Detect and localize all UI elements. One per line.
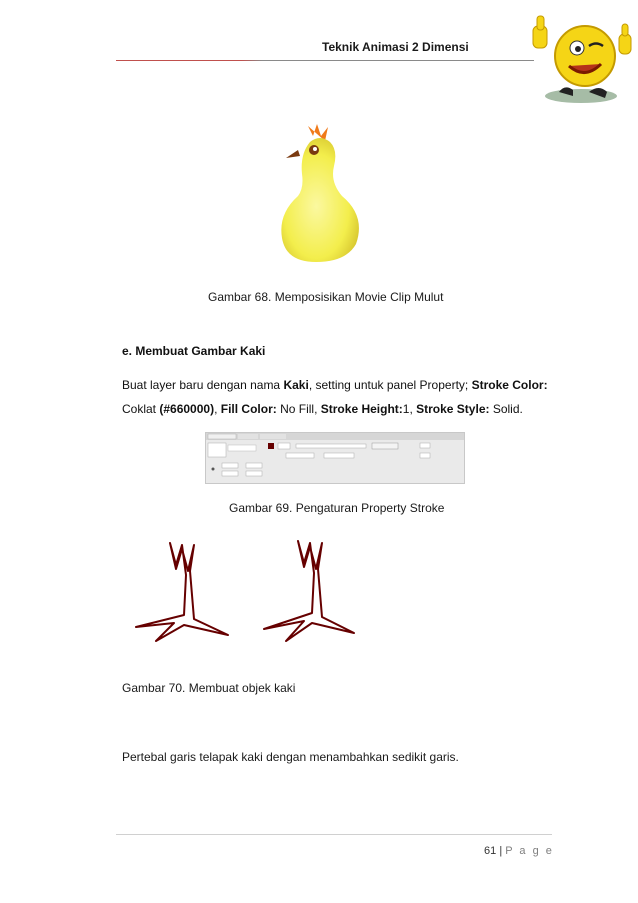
section-heading: e. Membuat Gambar Kaki: [122, 344, 266, 358]
legs-figure: [118, 535, 368, 645]
footer-separator: |: [499, 845, 503, 857]
page-header-title: Teknik Animasi 2 Dimensi: [322, 40, 469, 54]
smiley-thumbs-up-icon: [527, 8, 635, 108]
figure-68-caption: Gambar 68. Memposisikan Movie Clip Mulut: [208, 290, 444, 304]
figure-69-caption: Gambar 69. Pengaturan Property Stroke: [229, 501, 445, 515]
page-label: P a g e: [505, 845, 554, 857]
footer-rule: [116, 834, 552, 835]
page-number: 61: [484, 845, 497, 857]
header-rule: [116, 60, 534, 61]
property-panel-screenshot: [205, 432, 465, 484]
duck-figure: [280, 120, 390, 270]
closing-paragraph: Pertebal garis telapak kaki dengan menambahkan sedikit garis.: [122, 750, 459, 764]
instruction-paragraph: Buat layer baru dengan nama Kaki, setting untuk panel Property; Stroke Color: Coklat (#660000), Fill Color: No Fill, Stroke Height:1, Stroke Style: Solid.: [122, 378, 548, 416]
figure-70-caption: Gambar 70. Membuat objek kaki: [122, 681, 296, 695]
page-footer: [484, 845, 554, 857]
